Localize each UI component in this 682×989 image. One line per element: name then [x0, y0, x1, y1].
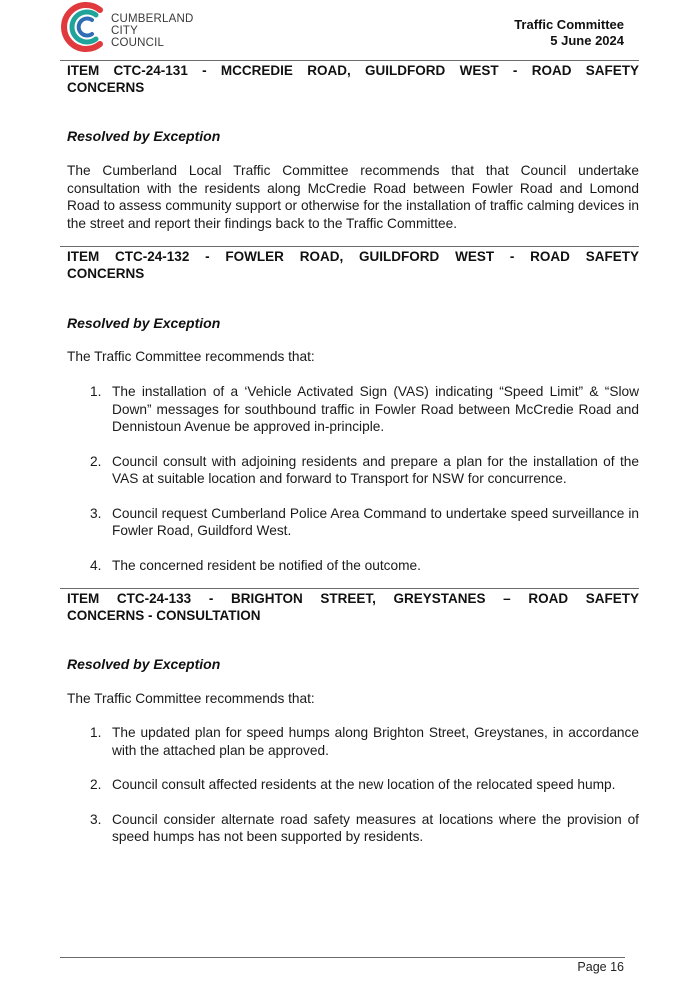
item-title	[67, 62, 639, 96]
section-divider	[60, 246, 639, 247]
list-text: Council consult with adjoining residents and prepare a plan for the installation of the VAS at suitable location and forward to Transport for NSW for concurrence.	[112, 453, 639, 486]
item-title	[67, 590, 639, 624]
list-number: 4.	[90, 557, 102, 573]
item-title-line-1: ITEM CTC-24-133 - BRIGHTON STREET, GREYSTANES – ROAD SAFETY	[67, 591, 639, 606]
list-number: 1.	[90, 384, 102, 399]
recommendation-paragraph: The Cumberland Local Traffic Committee recommends that that Council undertake consultation with the residents along McCredie Road between Fowler Road and Lomond Road to assess community support or otherwise for the installation of traffic calming devices in the street and report their findings back to the Traffic Committee.	[67, 163, 639, 231]
list-text: The updated plan for speed humps along Brighton Street, Greystanes, in accordance with the attached plan be approved.	[112, 725, 639, 758]
cumberland-logo-icon	[60, 0, 110, 54]
list-item	[90, 557, 639, 575]
list-number: 3.	[90, 505, 102, 521]
list-text: Council consider alternate road safety measures at locations where the provision of speed humps has not been supported by residents.	[112, 811, 639, 844]
list-item	[90, 776, 639, 794]
list-number: 2.	[90, 777, 102, 792]
list-number: 1.	[90, 725, 102, 740]
item-title	[67, 248, 639, 282]
item-title-line-2: CONCERNS - CONSULTATION	[67, 608, 261, 623]
list-text: Council request Cumberland Police Area Command to undertake speed surveillance in Fowler Road, Guildford West.	[112, 505, 639, 538]
item-title-line-2: CONCERNS	[67, 266, 145, 281]
recommendation-list	[90, 724, 639, 846]
list-item	[90, 383, 639, 436]
council-logo	[60, 0, 194, 54]
list-text: The concerned resident be notified of the outcome.	[112, 557, 421, 573]
section-divider	[60, 588, 639, 589]
recommendation-list	[90, 383, 639, 574]
resolved-label: Resolved by Exception	[67, 315, 221, 331]
item-title-line-1: ITEM CTC-24-131 - MCCREDIE ROAD, GUILDFORD WEST - ROAD SAFETY	[67, 63, 639, 78]
list-text: The installation of a ‘Vehicle Activated Sign (VAS) indicating “Speed Limit” & “Slow Down” messages for southbound traffic in Fowler Road between McCredie Road and Dennistoun Avenue be approved in-principle.	[112, 384, 639, 434]
item-title-line-2: CONCERNS	[67, 80, 145, 95]
list-item	[90, 724, 639, 759]
list-text: Council consult affected residents at the new location of the relocated speed hump.	[112, 777, 616, 792]
meeting-date: 5 June 2024	[550, 33, 624, 48]
list-number: 3.	[90, 811, 102, 827]
logo-line-2: CITY COUNCIL	[111, 25, 165, 49]
list-item	[90, 453, 639, 488]
section-divider	[60, 60, 639, 61]
recommendation-intro: The Traffic Committee recommends that:	[67, 691, 315, 706]
list-number: 2.	[90, 453, 102, 469]
list-item	[90, 505, 639, 540]
committee-name: Traffic Committee	[514, 17, 624, 32]
list-item	[90, 811, 639, 846]
resolved-label: Resolved by Exception	[67, 656, 221, 672]
recommendation-intro: The Traffic Committee recommends that:	[67, 349, 315, 364]
logo-line-1: CUMBERLAND	[111, 13, 194, 25]
header-meta	[514, 17, 624, 49]
logo-wordmark	[111, 13, 194, 49]
item-title-line-1: ITEM CTC-24-132 - FOWLER ROAD, GUILDFORD WEST - ROAD SAFETY	[67, 249, 639, 264]
resolved-label: Resolved by Exception	[67, 128, 221, 144]
footer-divider	[60, 957, 625, 958]
page-number: Page 16	[577, 960, 624, 974]
